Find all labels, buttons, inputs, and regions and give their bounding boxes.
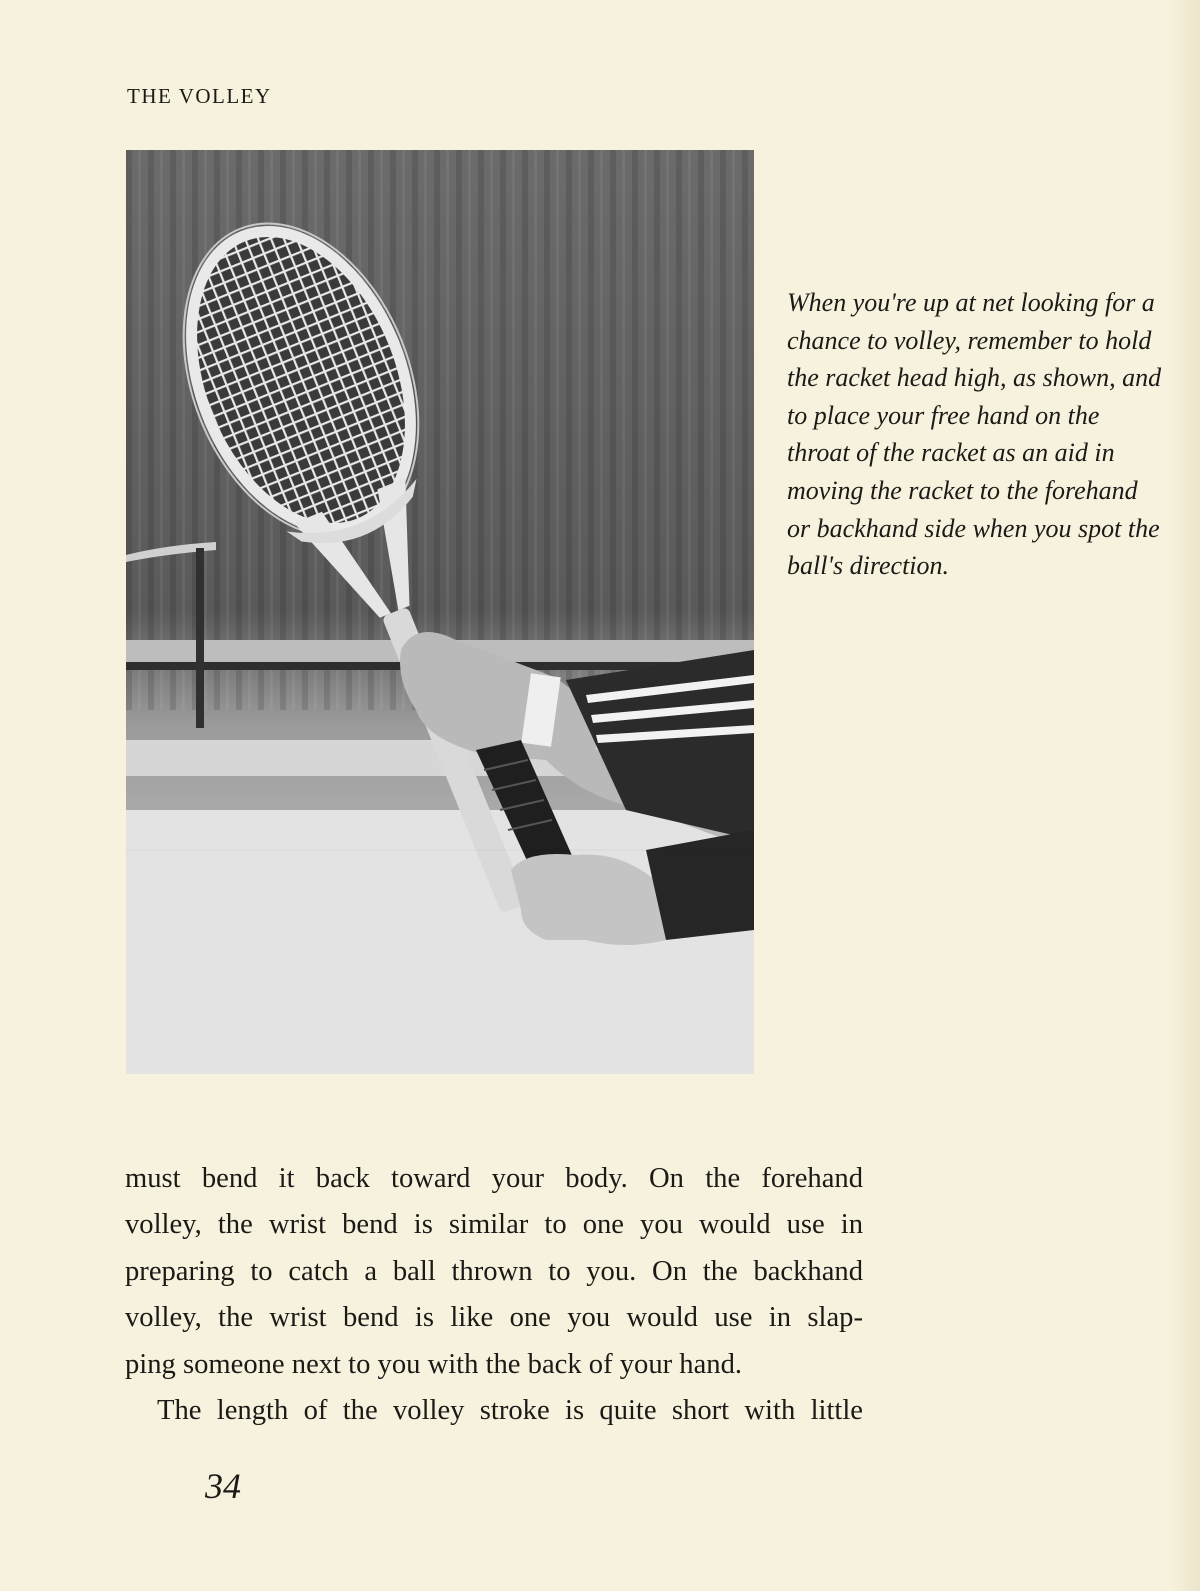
caption-line: to place your free hand on the <box>787 400 1100 430</box>
body-line: The length of the volley stroke is quite short with little <box>157 1395 863 1427</box>
photo-caption <box>787 284 1200 585</box>
running-head: THE VOLLEY <box>127 84 272 108</box>
caption-line: chance to volley, remember to hold <box>787 325 1152 355</box>
body-line: volley, the wrist bend is like one you would use in slap- <box>125 1302 863 1334</box>
caption-line: the racket head high, as shown, and <box>787 363 1162 393</box>
body-line: preparing to catch a ball thrown to you. On the backhand <box>125 1255 863 1287</box>
caption-line: throat of the racket as an aid in <box>787 438 1115 468</box>
body-line: volley, the wrist bend is similar to one you would use in <box>125 1209 863 1241</box>
caption-line: moving the racket to the forehand <box>787 475 1138 505</box>
racket-grip-photo <box>126 150 754 1074</box>
tennis-racket-grip-photo-icon <box>126 150 754 1074</box>
body-text <box>125 1156 863 1434</box>
caption-line: or backhand side when you spot the <box>787 513 1160 543</box>
caption-line: ball's direction. <box>787 551 950 581</box>
caption-line: When you're up at net looking for a <box>787 288 1155 317</box>
body-line: ping someone next to you with the back of your hand. <box>125 1348 743 1380</box>
page-number: 34 <box>205 1466 241 1506</box>
page-edge-shadow <box>1170 0 1200 1591</box>
body-line: must bend it back toward your body. On the forehand <box>125 1163 863 1194</box>
